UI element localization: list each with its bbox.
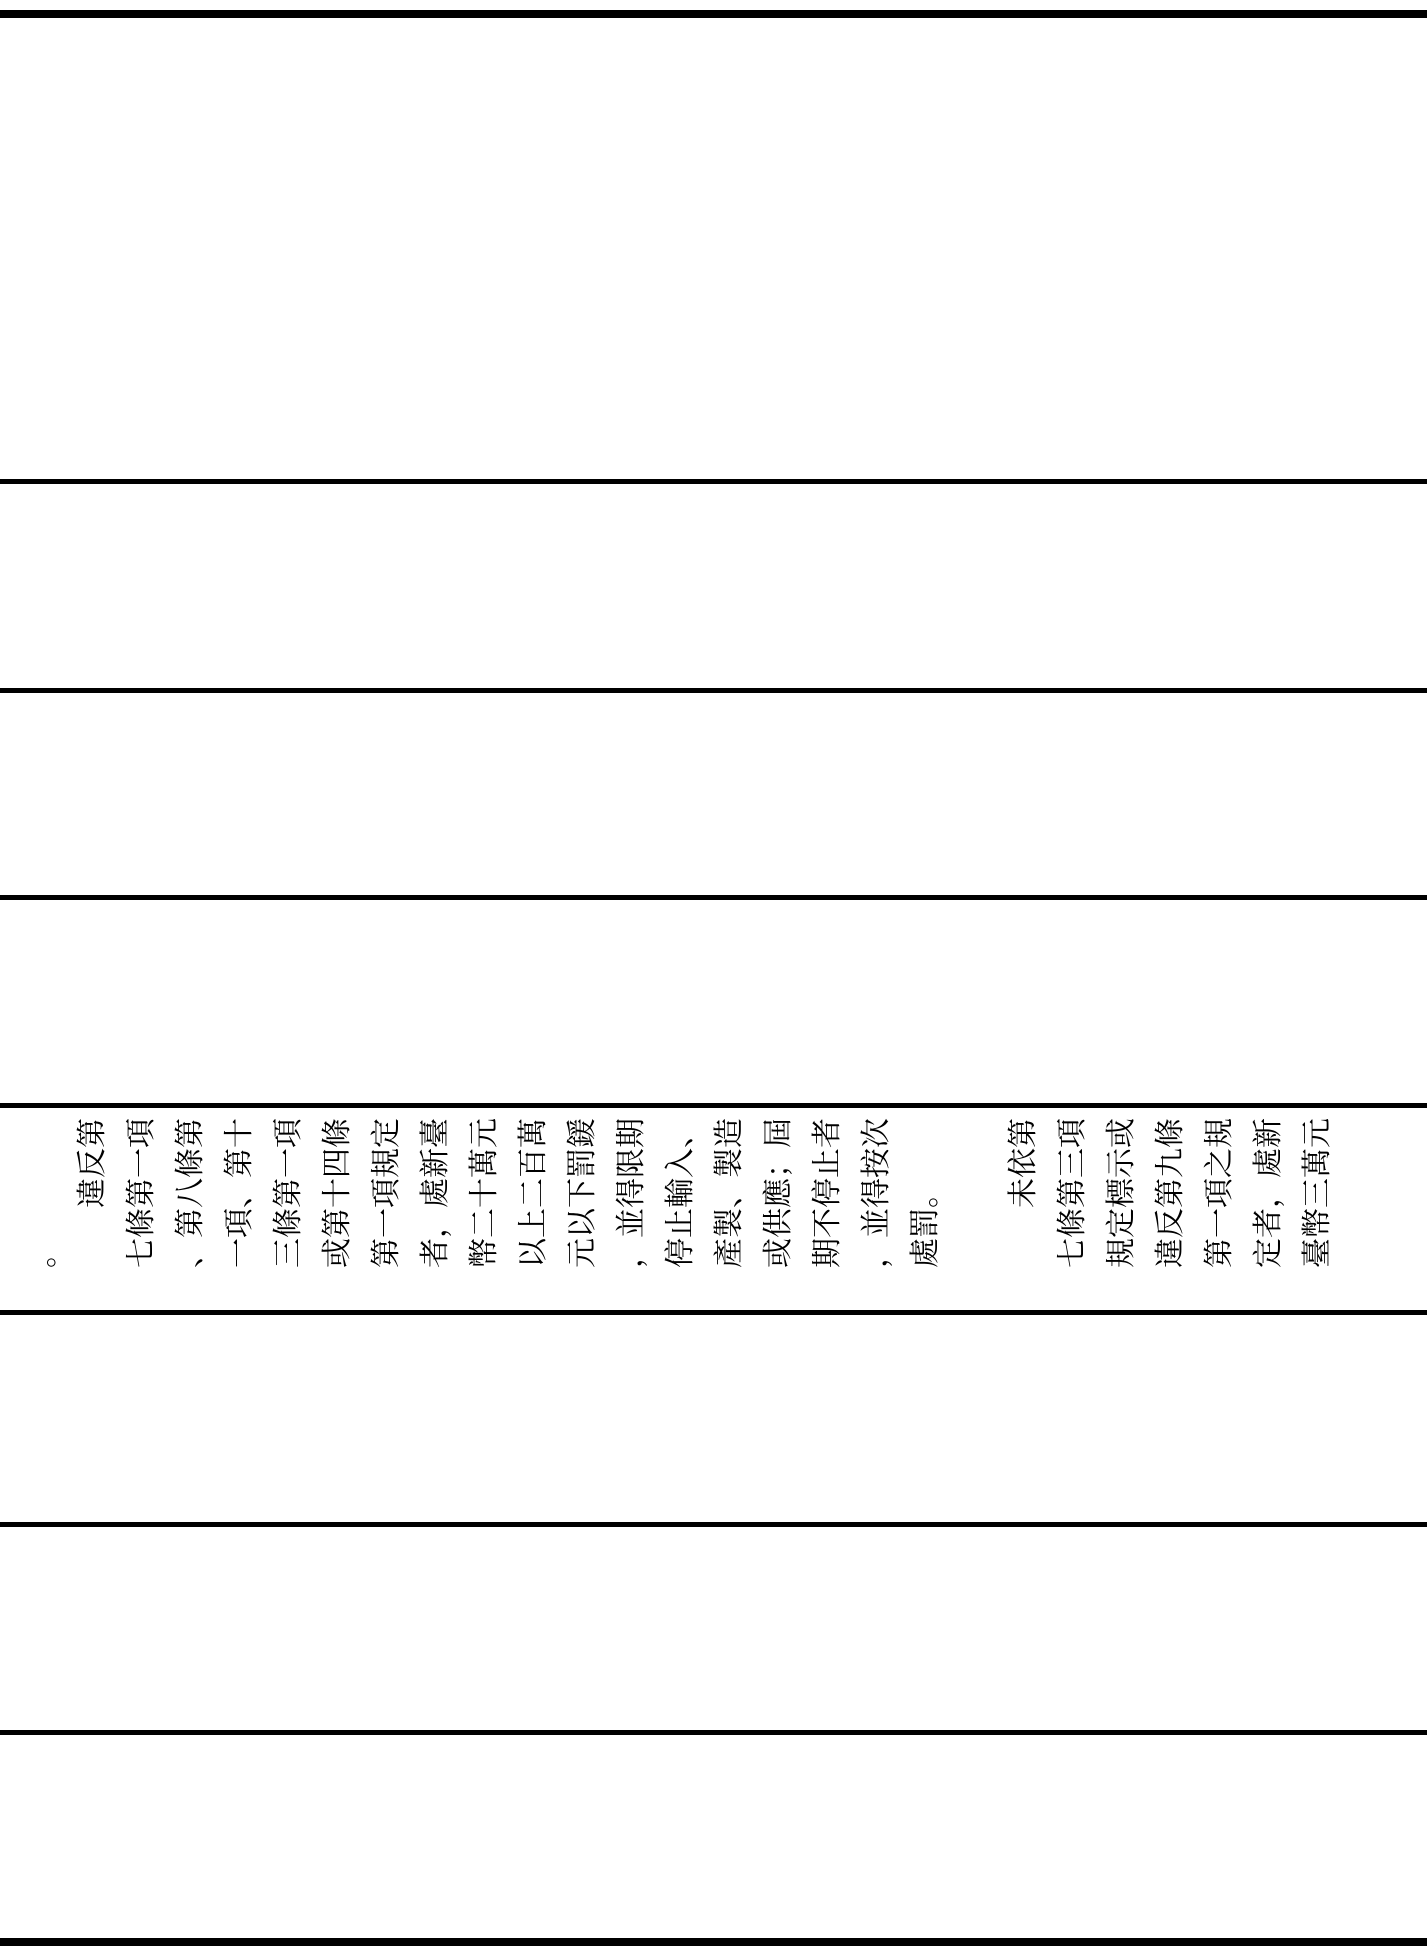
- table-column-border: [0, 688, 1427, 693]
- text-line: 違反第九條: [1153, 1118, 1188, 1268]
- text-line: 者，處新臺: [418, 1118, 453, 1268]
- text-line: 產製、製造: [712, 1118, 747, 1268]
- text-line: 未依第: [1006, 1118, 1041, 1268]
- text-line: ，並得按次: [859, 1118, 894, 1268]
- text-line: 違反第: [75, 1118, 110, 1268]
- text-line: 以上二百萬: [516, 1118, 551, 1268]
- text-line: 一項、第十: [222, 1118, 257, 1268]
- text-line: 元以下罰鍰: [565, 1118, 600, 1268]
- law-text-cell: [28, 1116, 1351, 1268]
- table-column-border: [0, 479, 1427, 484]
- text-line: 三條第一項: [271, 1118, 306, 1268]
- text-line: 停止輸入、: [663, 1118, 698, 1268]
- text-line: 第一項之規: [1202, 1118, 1237, 1268]
- text-line: 或供應；屆: [761, 1118, 796, 1268]
- text-line: ，並得限期: [614, 1118, 649, 1268]
- text-line: 臺幣三萬元: [1300, 1118, 1335, 1268]
- text-line: 、第八條第: [173, 1118, 208, 1268]
- table-column-border: [0, 895, 1427, 900]
- text-line: 定者，處新: [1251, 1118, 1286, 1268]
- text-line: [959, 1116, 1008, 1268]
- table-outer-border-left: [0, 1938, 1427, 1946]
- text-line: 幣二十萬元: [467, 1118, 502, 1268]
- table-column-border: [0, 1730, 1427, 1735]
- text-line: 。: [26, 1238, 61, 1268]
- table-outer-border-right: [0, 10, 1427, 18]
- table-column-border: [0, 1310, 1427, 1315]
- text-line: 七條第三項: [1055, 1118, 1090, 1268]
- text-line: 規定標示或: [1104, 1118, 1139, 1268]
- text-line: 處罰。: [908, 1178, 943, 1268]
- text-line: 七條第一項: [124, 1118, 159, 1268]
- text-line: 或第十四條: [320, 1118, 355, 1268]
- text-line: 期不停止者: [810, 1118, 845, 1268]
- text-line: 第一項規定: [369, 1118, 404, 1268]
- table-column-border: [0, 1103, 1427, 1108]
- table-column-border: [0, 1522, 1427, 1527]
